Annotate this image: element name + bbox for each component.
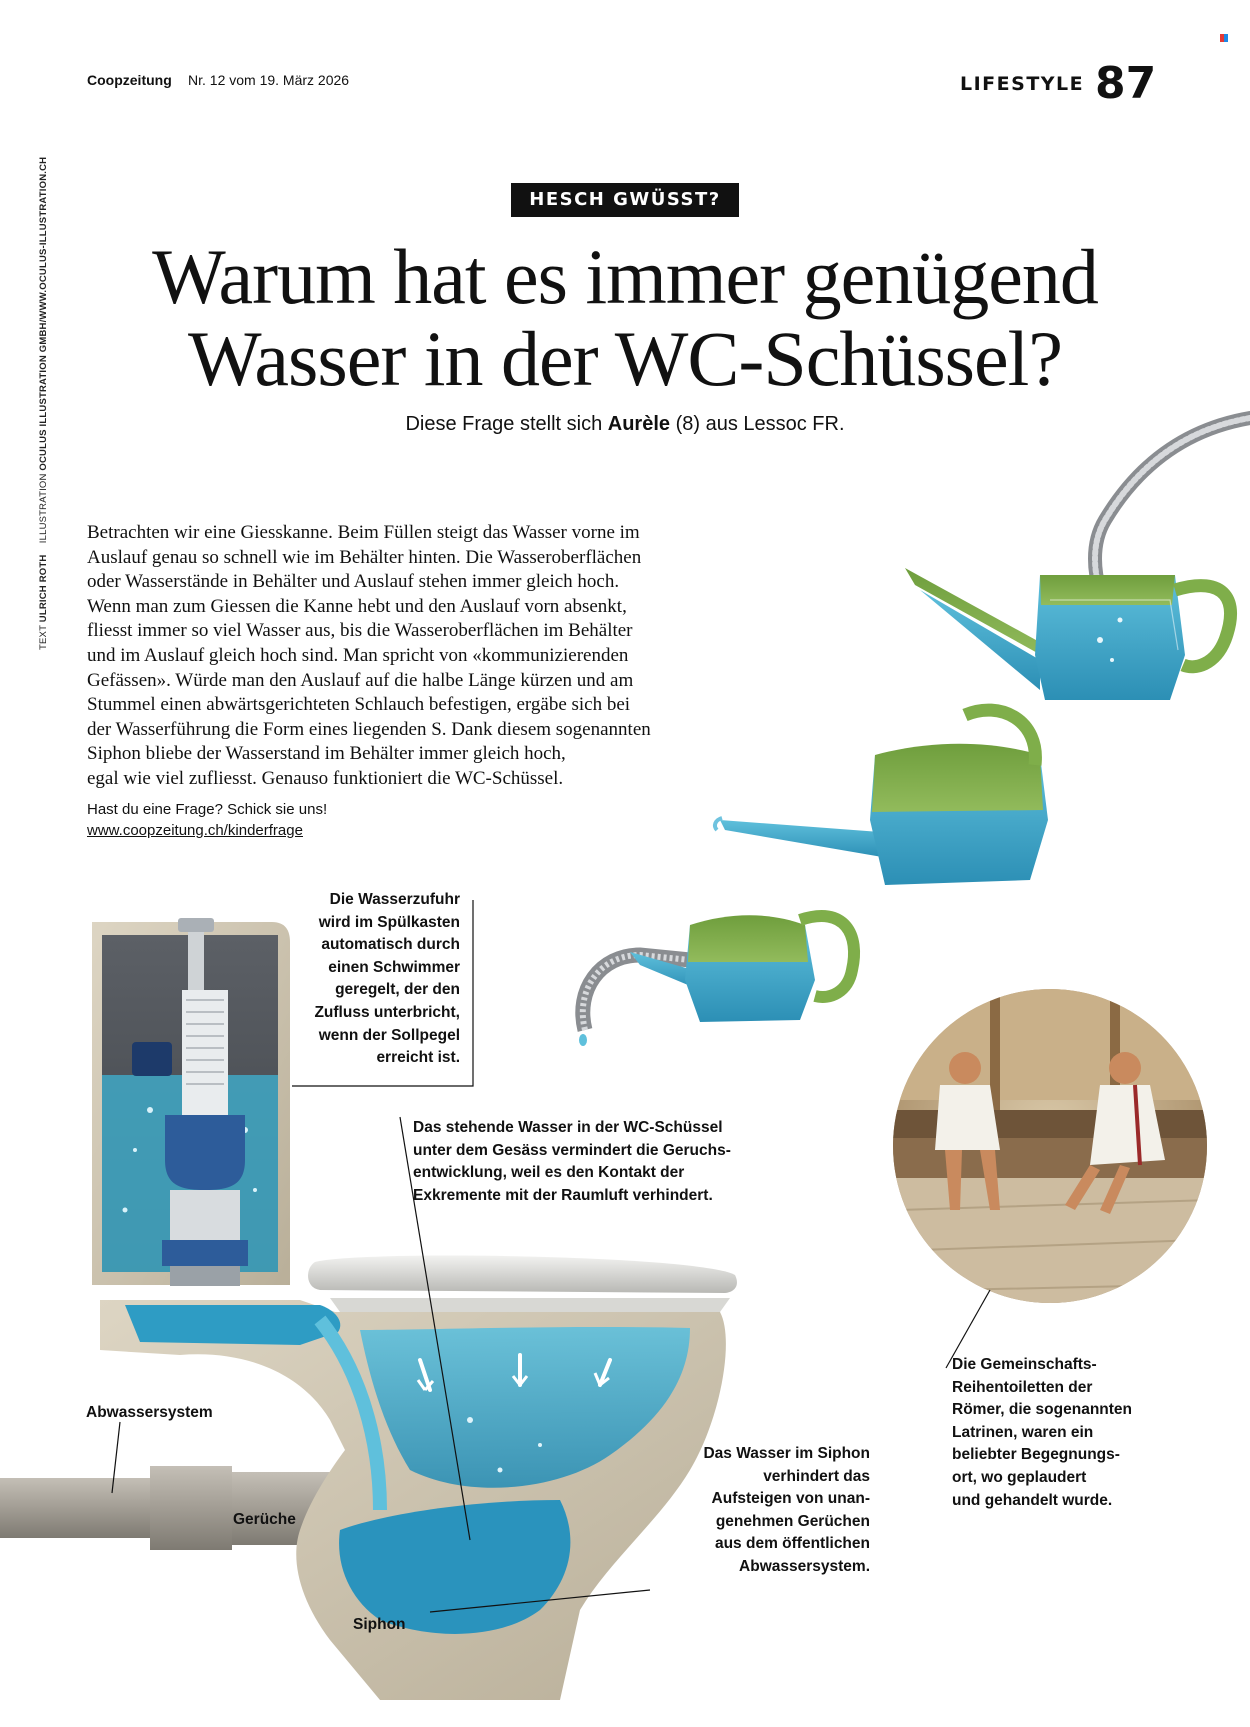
callout-line: Das stehende Wasser in der WC-Schüssel	[413, 1119, 723, 1136]
brand-name: Coopzeitung	[87, 72, 172, 88]
callout-line: Latrinen, waren ein	[952, 1423, 1094, 1441]
callout-line: ort, wo geplaudert	[952, 1468, 1087, 1486]
question-link[interactable]: www.coopzeitung.ch/kinderfrage	[87, 822, 303, 839]
body-line: Stummel einen abwärtsgerichteten Schlauch befestigen, ergäbe sich bei	[87, 694, 631, 716]
watering-can-siphon	[579, 915, 854, 1046]
callout-line: verhindert das	[763, 1467, 870, 1485]
headline-line-2: Wasser in der WC-Schüssel?	[188, 315, 1062, 402]
roman-latrine-illustration	[890, 985, 1220, 1308]
callout-line: Das Wasser im Siphon	[703, 1445, 870, 1462]
callout-line: beliebter Begegnungs-	[952, 1446, 1120, 1464]
body-line: egal wie viel zufliesst. Genauso funktioniert die WC-Schüssel.	[87, 767, 564, 789]
callout-line: erreicht ist.	[376, 1049, 460, 1067]
callout-line: automatisch durch	[321, 936, 460, 954]
subline-after: (8) aus Lessoc FR.	[670, 413, 845, 435]
callout-line: Exkremente mit der Raumluft verhindert.	[413, 1186, 713, 1204]
subline-before: Diese Frage stellt sich	[405, 413, 608, 435]
callout-line: Zufluss unterbricht,	[314, 1003, 460, 1021]
callout-line: Die Wasserzufuhr	[329, 891, 460, 908]
callout-line: geregelt, der den	[335, 981, 460, 999]
callout-line: wird im Spülkasten	[318, 913, 460, 931]
callout-line: aus dem öffentlichen	[714, 1535, 870, 1553]
callout-line: wenn der Sollpegel	[318, 1026, 460, 1044]
watering-can-full	[905, 568, 1231, 700]
page-number: 87	[1095, 58, 1157, 109]
issue-info: Nr. 12 vom 19. März 2026	[188, 72, 350, 88]
callout-line: und gehandelt wurde.	[952, 1491, 1113, 1509]
callout-line: Abwassersystem.	[739, 1557, 870, 1575]
body-line: Gefässen». Würde man den Auslauf auf die halbe Länge kürzen und am	[87, 669, 634, 691]
callout-bowl-water	[413, 1117, 753, 1207]
label-odours: Gerüche	[233, 1511, 296, 1528]
body-line: Siphon bliebe der Wasserstand im Behälter immer gleich hoch,	[87, 743, 566, 765]
question-prompt: Hast du eine Frage? Schick sie uns!	[87, 801, 328, 818]
body-line: fliesst immer so viel Wasser aus, bis die Wasseroberflächen im Behälter	[87, 620, 633, 642]
callout-float-valve	[280, 889, 460, 1070]
callout-line: Die Gemeinschafts-	[952, 1356, 1097, 1373]
body-line: Betrachten wir eine Giesskanne. Beim Füllen steigt das Wasser vorne im	[87, 522, 640, 543]
body-line: der Wasserführung die Form eines liegenden S. Dank diesem sogenannten	[87, 718, 651, 740]
section-title: LIFESTYLE	[960, 73, 1085, 95]
credit-illustration-label: ILLUSTRATION	[38, 473, 49, 544]
callout-line: genehmen Gerüchen	[715, 1512, 870, 1530]
body-line: Auslauf genau so schnell wie im Behälter hinten. Die Wasseroberflächen	[87, 546, 642, 568]
body-line: Wenn man zum Giessen die Kanne hebt und den Auslauf vorn absenkt,	[87, 595, 627, 617]
watering-can-tilted	[715, 710, 1048, 885]
callout-roman-latrines	[952, 1354, 1152, 1512]
body-line: und im Auslauf gleich hoch sind. Man spricht von «kommunizierenden	[87, 644, 629, 666]
kicker-badge: HESCH GWÜSST?	[511, 183, 739, 217]
body-line: oder Wasserstände in Behälter und Auslauf stehen immer gleich hoch.	[87, 571, 620, 593]
callout-siphon	[662, 1443, 870, 1579]
callout-line: Römer, die sogenannten	[952, 1401, 1133, 1419]
label-sewer-system: Abwassersystem	[86, 1404, 213, 1421]
credit-illustration-author: OCULUS ILLUSTRATION GMBH/WWW.OCULUS-ILLUSTRATION.CH	[38, 156, 49, 471]
label-siphon: Siphon	[353, 1616, 406, 1633]
callout-line: Aufsteigen von unan-	[711, 1490, 870, 1508]
headline-line-1: Warum hat es immer genügend	[152, 233, 1098, 320]
callout-line: entwicklung, weil es den Kontakt der	[413, 1164, 685, 1182]
callout-line: Reihentoiletten der	[952, 1378, 1093, 1396]
callout-line: unter dem Gesäss vermindert die Geruchs-	[413, 1141, 731, 1159]
subline-name: Aurèle	[607, 413, 671, 435]
credit-text-label: TEXT	[38, 625, 49, 650]
callout-line: einen Schwimmer	[328, 958, 460, 976]
credit-text-author: ULRICH ROTH	[38, 554, 49, 623]
